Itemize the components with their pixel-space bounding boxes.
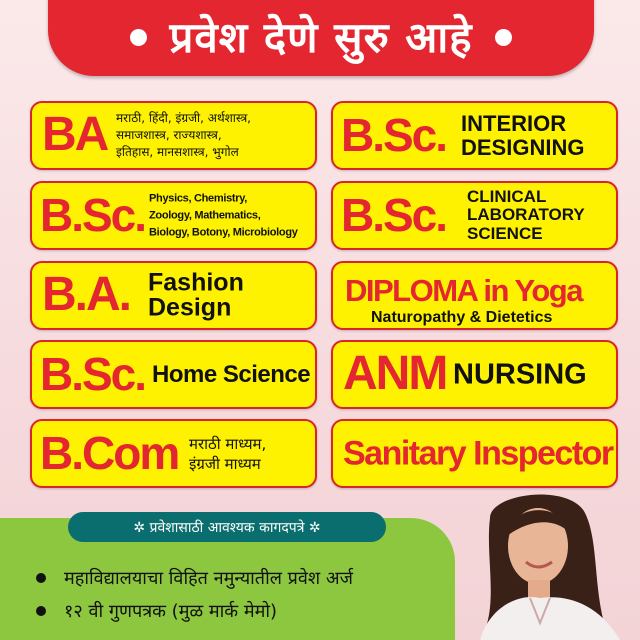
student-photo-icon — [460, 488, 640, 640]
course-code: B.Sc. — [40, 347, 146, 400]
document-item-text: १२ वी गुणपत्रक (मुळ मार्क मेमो) — [64, 601, 278, 622]
student-photo — [460, 488, 640, 640]
bullet-icon — [36, 606, 46, 616]
bullet-dot-left — [130, 29, 147, 46]
course-card-ba[interactable] — [30, 101, 317, 170]
bullet-icon — [36, 573, 46, 583]
course-code: B.A. — [42, 267, 130, 321]
course-card-diploma-yoga[interactable] — [331, 261, 618, 330]
course-code: Sanitary Inspector — [343, 433, 613, 472]
course-card-sanitary-inspector[interactable] — [331, 419, 618, 488]
course-card-bsc-home[interactable] — [30, 340, 317, 409]
course-code: DIPLOMA in Yoga — [345, 272, 582, 308]
bullet-dot-right — [495, 29, 512, 46]
course-card-bsc-science[interactable] — [30, 181, 317, 250]
course-subjects: NURSING — [453, 357, 587, 390]
course-code: B.Sc. — [341, 188, 447, 241]
course-card-bsc-interior[interactable] — [331, 101, 618, 170]
course-card-ba-fashion[interactable] — [30, 261, 317, 330]
course-subjects: मराठी, हिंदी, इंग्रजी, अर्थशास्त्र, समाजशास्त्र, राज्यशास्त्र, इतिहास, मानसशास्त्र, भुगोल — [116, 110, 252, 160]
course-code: B.Sc. — [341, 108, 447, 161]
documents-title: ✲ प्रवेशासाठी आवश्यक कागदपत्रे ✲ — [68, 512, 386, 542]
course-code: ANM — [343, 346, 447, 400]
course-subjects: INTERIOR DESIGNING — [461, 110, 585, 160]
list-item — [36, 566, 353, 590]
course-code: BA — [42, 107, 108, 161]
course-subjects: मराठी माध्यम, इंग्रजी माध्यम — [189, 434, 267, 473]
list-item — [36, 599, 277, 623]
course-code: B.Com — [40, 426, 179, 479]
banner-title: प्रवेश देणे सुरु आहे — [169, 12, 473, 62]
header-banner — [48, 0, 594, 76]
course-subjects: Physics, Chemistry, Zoology, Mathematics, Biology, Botony, Microbiology — [149, 191, 298, 239]
course-subjects: Fashion Design — [148, 268, 244, 322]
course-card-bcom[interactable] — [30, 419, 317, 488]
course-subjects: Home Science — [152, 360, 311, 388]
course-card-bsc-clinical[interactable] — [331, 181, 618, 250]
course-subjects: Naturopathy & Dietetics — [371, 308, 553, 326]
course-card-anm[interactable] — [331, 340, 618, 409]
course-code: B.Sc. — [40, 188, 146, 241]
document-item-text: महाविद्यालयाचा विहित नमुन्यातील प्रवेश अर्ज — [64, 568, 353, 589]
course-subjects: CLINICAL LABORATORY SCIENCE — [467, 186, 585, 243]
